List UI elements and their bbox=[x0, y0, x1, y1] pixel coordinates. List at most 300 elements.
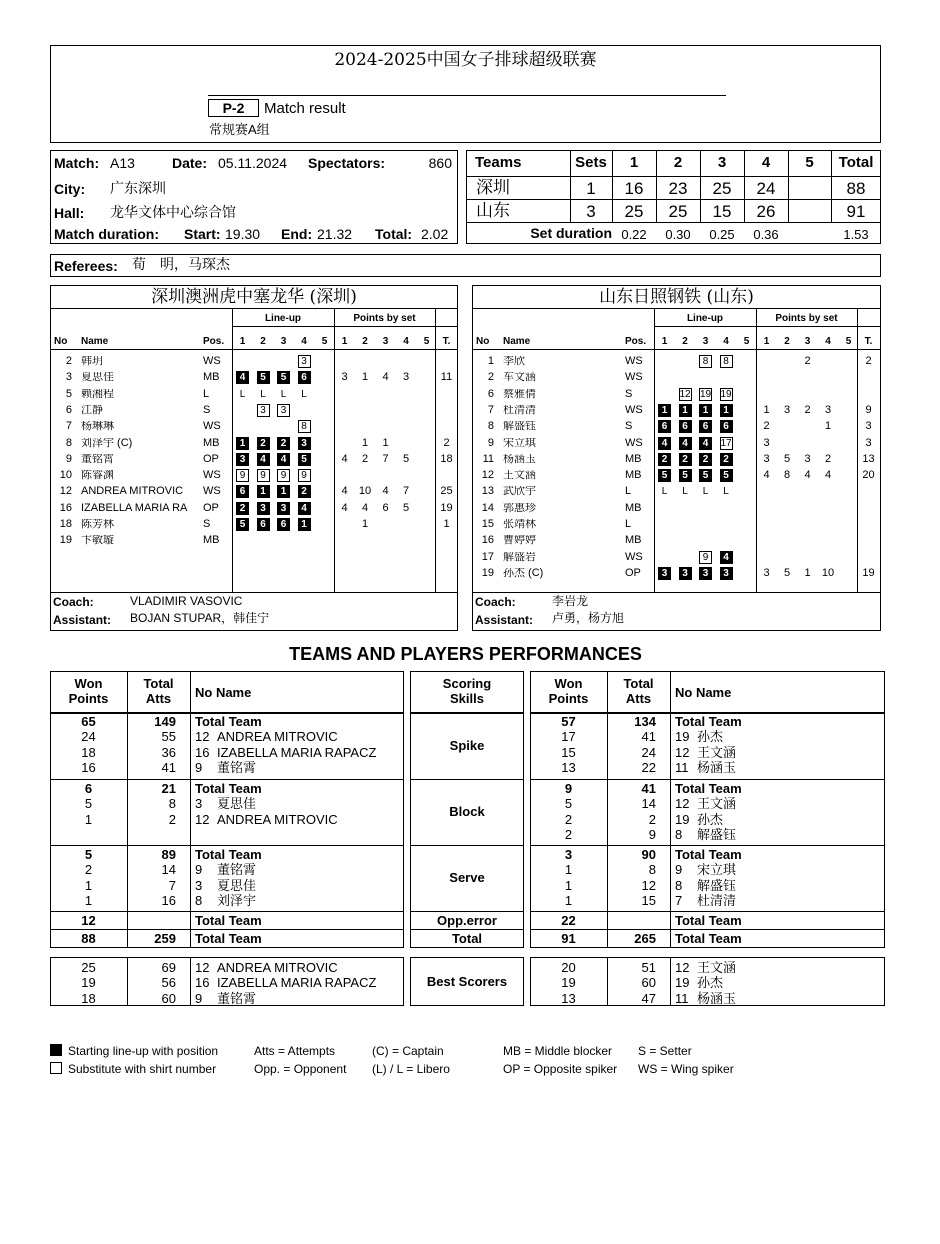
lineup-set-header: 4 bbox=[301, 336, 307, 347]
player-position: L bbox=[625, 518, 632, 530]
no-name-header: No Name bbox=[195, 685, 252, 700]
libero-mark: L bbox=[682, 486, 688, 498]
won-points: 3 bbox=[564, 847, 573, 862]
player-position: MB bbox=[625, 534, 642, 547]
coach-label: Coach: bbox=[53, 595, 94, 609]
score-value: 91 bbox=[846, 202, 866, 221]
perf-row-divider bbox=[50, 929, 404, 930]
substitute-mark: 9 bbox=[298, 469, 311, 482]
total-atts: 15 bbox=[641, 892, 656, 908]
player-name: 解盛钰 bbox=[503, 421, 536, 433]
score-value: 15 bbox=[712, 202, 732, 221]
starting-position-mark: 4 bbox=[277, 453, 290, 466]
won-points: 13 bbox=[561, 759, 576, 775]
no-name-header: No Name bbox=[675, 685, 732, 700]
libero-mark: L bbox=[260, 388, 266, 400]
player-number: 9 bbox=[65, 452, 72, 465]
player-name: ANDREA MITROVIC bbox=[81, 486, 184, 498]
player-number: 9 bbox=[195, 990, 203, 1006]
total-atts: 21 bbox=[161, 781, 176, 796]
player-number: 13 bbox=[481, 485, 494, 498]
set-points: 3 bbox=[341, 371, 348, 384]
set-points: 6 bbox=[382, 501, 389, 514]
starting-position-mark: 1 bbox=[658, 404, 671, 417]
total-team-label: Total Team bbox=[195, 913, 262, 928]
team-name-divider bbox=[50, 308, 458, 309]
libero-mark: L bbox=[702, 486, 709, 498]
player-position: WS bbox=[625, 436, 643, 449]
player-name: 卞敏璇 bbox=[81, 535, 114, 547]
header-divider bbox=[50, 349, 458, 350]
player-name: 杜清清 bbox=[503, 404, 536, 416]
total-atts: 12 bbox=[641, 877, 656, 893]
set-points: 4 bbox=[361, 501, 369, 514]
total-atts: 41 bbox=[641, 781, 656, 796]
player-number: 17 bbox=[481, 550, 494, 563]
player-number: 8 bbox=[675, 877, 683, 893]
player-total: 18 bbox=[440, 452, 453, 465]
starting-position-mark: 6 bbox=[298, 371, 311, 384]
player-position: WS bbox=[625, 550, 643, 563]
starting-position-mark: 2 bbox=[720, 453, 733, 466]
city-label: City: bbox=[54, 181, 86, 197]
player-position: MB bbox=[625, 452, 642, 465]
doc-code: P-2 bbox=[208, 99, 259, 117]
player-number: 3 bbox=[195, 796, 203, 812]
player-number: 2 bbox=[65, 355, 72, 367]
starting-position-mark: 6 bbox=[699, 420, 712, 433]
set-points: 1 bbox=[361, 518, 369, 530]
starting-position-mark: 5 bbox=[277, 371, 290, 384]
player-total: 19 bbox=[440, 501, 453, 514]
player-position: MB bbox=[203, 534, 220, 547]
player-number: 12 bbox=[481, 469, 494, 482]
player-number: 1 bbox=[487, 355, 494, 367]
starting-position-mark: 1 bbox=[257, 485, 270, 498]
substitute-mark: 3 bbox=[277, 404, 290, 417]
player-total: 25 bbox=[440, 485, 453, 498]
set-points: 3 bbox=[763, 452, 770, 465]
starting-position-mark: 2 bbox=[277, 437, 290, 450]
player-total: 20 bbox=[862, 469, 875, 482]
won-points: 15 bbox=[561, 744, 576, 760]
starting-position-mark: 3 bbox=[679, 567, 692, 580]
substitute-mark: 8 bbox=[699, 355, 712, 368]
player-number: 6 bbox=[487, 387, 494, 400]
total-atts: 9 bbox=[648, 826, 656, 842]
set-points: 4 bbox=[341, 501, 348, 514]
set-points: 4 bbox=[382, 371, 389, 384]
total-divider bbox=[857, 308, 858, 592]
player-name: 杨涵玉 bbox=[697, 759, 737, 775]
total-team-label: Total Team bbox=[675, 847, 742, 862]
set-points: 4 bbox=[341, 485, 348, 498]
starting-position-mark: 5 bbox=[298, 453, 311, 466]
starting-position-mark: 6 bbox=[277, 518, 290, 531]
player-number: 14 bbox=[481, 501, 494, 514]
won-points: 13 bbox=[561, 990, 576, 1006]
set-points: 1 bbox=[361, 371, 369, 384]
score-value: 25 bbox=[668, 202, 688, 221]
points-set-header: 5 bbox=[845, 336, 852, 347]
starting-position-mark: 4 bbox=[720, 551, 733, 564]
set-points: 7 bbox=[402, 485, 410, 498]
points-set-header: 3 bbox=[382, 336, 389, 347]
won-points: 1 bbox=[84, 811, 93, 827]
player-name: 夏思佳 bbox=[217, 796, 257, 812]
player-name: 孙杰 bbox=[697, 975, 724, 991]
total-header: Total bbox=[623, 676, 654, 691]
subheader-divider bbox=[654, 326, 880, 327]
referees-label: Referees: bbox=[54, 258, 118, 274]
perf-row-divider bbox=[530, 845, 885, 846]
player-name: 夏思佳 bbox=[81, 372, 114, 384]
name-header: Name bbox=[503, 336, 531, 347]
player-number: 7 bbox=[487, 403, 494, 416]
date-value: 05.11.2024 bbox=[218, 155, 288, 171]
points-set-header: 1 bbox=[341, 336, 348, 347]
set-points: 2 bbox=[361, 452, 369, 465]
set-duration-value: 0.25 bbox=[709, 227, 735, 242]
player-number: 6 bbox=[65, 403, 72, 416]
legend-substitute: Substitute with shirt number bbox=[68, 1062, 217, 1076]
player-name: IZABELLA MARIA RA bbox=[81, 502, 188, 514]
won-points: 1 bbox=[564, 892, 573, 908]
lineup-header: Line-up bbox=[264, 313, 302, 324]
player-name: 杜清清 bbox=[697, 892, 737, 908]
player-total: 3 bbox=[865, 436, 872, 449]
won-points: 22 bbox=[561, 913, 576, 928]
total-divider bbox=[435, 308, 436, 592]
player-position: WS bbox=[625, 355, 643, 367]
player-total: 9 bbox=[865, 403, 872, 416]
player-number: 16 bbox=[481, 534, 494, 547]
score-team-name: 深圳 bbox=[476, 178, 510, 197]
set-points: 4 bbox=[341, 452, 348, 465]
total-atts: 41 bbox=[641, 729, 656, 745]
starting-position-mark: 6 bbox=[236, 485, 249, 498]
lineup-set-header: 1 bbox=[661, 336, 668, 347]
starting-position-mark: 2 bbox=[679, 453, 692, 466]
team-name: 山东日照钢铁 (山东) bbox=[599, 287, 754, 307]
starting-position-mark: 3 bbox=[699, 567, 712, 580]
set-points: 2 bbox=[804, 355, 811, 367]
skill-label: Block bbox=[449, 804, 485, 819]
end-label: End: bbox=[281, 226, 313, 242]
player-number: 11 bbox=[482, 452, 494, 465]
set-points: 3 bbox=[783, 403, 791, 416]
starting-position-mark: 2 bbox=[699, 453, 712, 466]
set-points: 2 bbox=[824, 452, 832, 465]
total-atts: 16 bbox=[161, 892, 176, 908]
player-number: 16 bbox=[59, 501, 72, 514]
player-number: 3 bbox=[195, 877, 203, 893]
won-points: 2 bbox=[84, 862, 93, 878]
perf-row-divider bbox=[50, 779, 404, 780]
player-name: 宋立琪 bbox=[503, 437, 536, 449]
player-number: 9 bbox=[675, 862, 683, 878]
substitute-mark: 8 bbox=[720, 355, 733, 368]
player-position: OP bbox=[625, 566, 641, 579]
city-value: 广东深圳 bbox=[110, 180, 166, 196]
starting-position-mark: 1 bbox=[277, 485, 290, 498]
legend-setter: S = Setter bbox=[638, 1044, 692, 1058]
spectators-value: 860 bbox=[428, 155, 452, 171]
player-name: 解盛钰 bbox=[697, 877, 737, 893]
score-header: 1 bbox=[629, 154, 639, 171]
set-points: 5 bbox=[402, 452, 410, 465]
coach-divider bbox=[50, 592, 458, 593]
won-points: 24 bbox=[81, 729, 96, 745]
score-header: Sets bbox=[575, 154, 607, 171]
won-points: 88 bbox=[81, 931, 96, 946]
total-value: 2.02 bbox=[421, 226, 449, 242]
total-team-label: Total Team bbox=[195, 714, 262, 729]
set-duration-value: 0.30 bbox=[665, 227, 691, 242]
total-atts: 51 bbox=[641, 960, 656, 975]
libero-mark: L bbox=[723, 486, 729, 498]
perf-row-divider bbox=[530, 779, 885, 780]
header-divider bbox=[472, 349, 881, 350]
player-name: 董铭霄 bbox=[217, 759, 257, 775]
substitute-mark: 12 bbox=[679, 388, 691, 400]
total-atts: 41 bbox=[161, 759, 176, 775]
won-points: 5 bbox=[84, 796, 93, 812]
player-number: 19 bbox=[59, 534, 72, 547]
score-header: 2 bbox=[673, 154, 683, 171]
starting-lineup-swatch bbox=[50, 1044, 62, 1056]
player-name: 王文涵 bbox=[503, 470, 536, 482]
player-name: 解盛岩 bbox=[503, 551, 536, 563]
player-number: 19 bbox=[481, 566, 494, 579]
player-total: 19 bbox=[862, 566, 875, 579]
player-number: 8 bbox=[195, 892, 203, 908]
player-name: 韩玥 bbox=[81, 356, 103, 367]
group-label: 常规赛A组 bbox=[209, 122, 270, 137]
total-label: Total: bbox=[375, 226, 413, 242]
lineup-set-header: 2 bbox=[682, 336, 688, 347]
total-atts: 60 bbox=[641, 975, 656, 991]
set-points: 1 bbox=[361, 436, 369, 449]
set-points: 3 bbox=[824, 403, 832, 416]
perf-row-divider bbox=[50, 911, 404, 912]
perf-row-divider bbox=[50, 845, 404, 846]
total-atts: 69 bbox=[161, 960, 176, 975]
total-team-label: Total Team bbox=[675, 781, 742, 796]
player-name: ANDREA MITROVIC bbox=[217, 960, 338, 975]
referees-value: 荀 明，马琛杰 bbox=[132, 256, 230, 272]
player-position: L bbox=[625, 485, 632, 498]
player-number: 8 bbox=[487, 420, 494, 433]
set-points: 1 bbox=[382, 436, 389, 449]
assistant-label: Assistant: bbox=[53, 613, 112, 627]
won-points: 1 bbox=[84, 892, 93, 908]
player-name: 解盛钰 bbox=[697, 826, 737, 842]
starting-position-mark: 6 bbox=[257, 518, 270, 531]
starting-position-mark: 2 bbox=[257, 437, 270, 450]
starting-position-mark: 3 bbox=[658, 567, 671, 580]
lineup-set-header: 5 bbox=[321, 336, 328, 347]
score-header: Teams bbox=[475, 154, 522, 171]
player-name: 陈睿渊 bbox=[81, 470, 114, 482]
total-header: T. bbox=[864, 336, 873, 347]
perf-row-divider bbox=[410, 712, 524, 714]
skill-label: Serve bbox=[449, 870, 485, 885]
assistant-name: 卢勇，杨方旭 bbox=[552, 611, 625, 625]
player-name: IZABELLA MARIA RAPACZ bbox=[217, 744, 377, 760]
player-name: 董铭霄 bbox=[217, 990, 257, 1006]
score-value: 1 bbox=[586, 179, 596, 198]
starting-position-mark: 4 bbox=[699, 437, 712, 450]
won-points: 19 bbox=[561, 975, 576, 991]
player-number: 7 bbox=[65, 420, 72, 433]
total-atts: 2 bbox=[648, 811, 656, 827]
starting-position-mark: 6 bbox=[658, 420, 671, 433]
start-label: Start: bbox=[184, 226, 221, 242]
score-header: 3 bbox=[717, 154, 727, 171]
player-position: S bbox=[203, 518, 211, 530]
total-team-label: Total Team bbox=[195, 781, 262, 796]
skills-header: Scoring bbox=[442, 676, 492, 691]
coach-label: Coach: bbox=[475, 595, 516, 609]
legend-opp: Opp. = Opponent bbox=[254, 1062, 347, 1076]
starting-position-mark: 2 bbox=[298, 485, 311, 498]
total-atts: 22 bbox=[641, 759, 656, 775]
starting-position-mark: 5 bbox=[679, 469, 692, 482]
player-name: 杨涵玉 bbox=[503, 453, 536, 465]
total-team-label: Total Team bbox=[675, 931, 742, 946]
total-atts: 60 bbox=[161, 990, 176, 1006]
starting-position-mark: 4 bbox=[679, 437, 692, 450]
assistant-name: BOJAN STUPAR，韩佳宁 bbox=[130, 611, 270, 625]
start-value: 19.30 bbox=[225, 226, 261, 242]
player-name: 李欣 bbox=[503, 356, 525, 367]
won-points: 25 bbox=[81, 960, 96, 975]
player-name: ANDREA MITROVIC bbox=[217, 729, 338, 745]
skills-header-2: Skills bbox=[450, 691, 484, 706]
total-atts: 36 bbox=[161, 744, 176, 760]
score-value: 16 bbox=[624, 179, 644, 198]
player-position: MB bbox=[203, 436, 220, 449]
player-name: 孙杰 bbox=[697, 729, 724, 745]
player-number: 9 bbox=[195, 759, 203, 775]
set-duration-label: Set duration bbox=[530, 225, 612, 241]
starting-position-mark: 2 bbox=[658, 453, 671, 466]
player-number: 10 bbox=[59, 469, 72, 482]
skill-label: Spike bbox=[449, 737, 485, 753]
total-team-label: Total Team bbox=[195, 931, 262, 946]
player-name: 孙杰 (C) bbox=[503, 567, 544, 579]
won-points: 9 bbox=[564, 781, 573, 796]
won-points: 18 bbox=[81, 744, 96, 760]
set-points: 1 bbox=[824, 420, 832, 433]
libero-mark: L bbox=[661, 486, 668, 498]
player-number: 7 bbox=[675, 892, 683, 908]
won-points: 17 bbox=[561, 729, 576, 745]
starting-position-mark: 5 bbox=[257, 371, 270, 384]
points-set-header: 3 bbox=[804, 336, 811, 347]
perf-row-divider bbox=[410, 911, 524, 912]
player-name: ANDREA MITROVIC bbox=[217, 811, 338, 827]
won-points: 2 bbox=[564, 826, 573, 842]
player-position: WS bbox=[203, 420, 221, 433]
name-header: Name bbox=[81, 336, 109, 347]
player-number: 11 bbox=[675, 990, 689, 1006]
total-header: Total bbox=[143, 676, 174, 691]
perf-row-divider bbox=[410, 845, 524, 846]
starting-position-mark: 1 bbox=[720, 404, 733, 417]
player-position: MB bbox=[203, 371, 220, 384]
total-atts: 47 bbox=[641, 990, 656, 1006]
total-header: T. bbox=[442, 336, 451, 347]
total-atts: 134 bbox=[634, 714, 656, 729]
assistant-label: Assistant: bbox=[475, 613, 534, 627]
starting-position-mark: 3 bbox=[236, 453, 249, 466]
starting-position-mark: 2 bbox=[236, 502, 249, 515]
set-points: 4 bbox=[382, 485, 389, 498]
player-number: 8 bbox=[675, 826, 683, 842]
title-underline bbox=[208, 95, 726, 96]
perf-row-divider bbox=[530, 929, 885, 930]
starting-position-mark: 5 bbox=[720, 469, 733, 482]
starting-position-mark: 1 bbox=[298, 518, 311, 531]
player-number: 16 bbox=[195, 975, 210, 991]
player-number: 9 bbox=[195, 862, 203, 878]
won-points: 6 bbox=[84, 781, 93, 796]
substitute-mark: 9 bbox=[236, 469, 249, 482]
player-name: 赖湘程 bbox=[81, 388, 114, 400]
set-points: 5 bbox=[783, 566, 791, 579]
starting-position-mark: 6 bbox=[720, 420, 733, 433]
coach-name: 李岩龙 bbox=[552, 594, 589, 608]
points-set-header: 2 bbox=[362, 336, 368, 347]
player-position: WS bbox=[203, 469, 221, 482]
substitute-mark: 19 bbox=[720, 388, 732, 400]
player-number: 19 bbox=[675, 975, 690, 991]
substitute-mark: 19 bbox=[700, 388, 712, 400]
legend-atts: Atts = Attempts bbox=[254, 1044, 336, 1058]
total-atts: 8 bbox=[648, 862, 656, 878]
substitute-mark: 3 bbox=[298, 355, 311, 368]
total-atts: 90 bbox=[641, 847, 656, 862]
won-points: 1 bbox=[564, 862, 573, 878]
total-atts: 89 bbox=[161, 847, 176, 862]
total-atts: 24 bbox=[641, 744, 656, 760]
won-points: 91 bbox=[561, 931, 576, 946]
hall-label: Hall: bbox=[54, 205, 85, 221]
player-number: 12 bbox=[675, 796, 690, 812]
set-points: 5 bbox=[402, 501, 410, 514]
points-header: Points bbox=[68, 691, 109, 706]
set-points: 8 bbox=[783, 469, 791, 482]
player-name: 武欣宇 bbox=[503, 486, 536, 498]
total-team-label: Total Team bbox=[675, 913, 742, 928]
lineup-set-header: 1 bbox=[239, 336, 246, 347]
starting-position-mark: 4 bbox=[257, 453, 270, 466]
player-name: 董铭霄 bbox=[81, 453, 114, 465]
score-team-name: 山东 bbox=[476, 201, 510, 220]
set-duration-value: 0.36 bbox=[753, 227, 779, 242]
lineup-divider bbox=[232, 308, 233, 592]
won-header: Won bbox=[554, 676, 583, 691]
player-total: 2 bbox=[865, 355, 872, 367]
set-points: 1 bbox=[763, 403, 770, 416]
player-position: L bbox=[203, 387, 210, 400]
won-points: 1 bbox=[84, 877, 93, 893]
perf-row-divider bbox=[410, 779, 524, 780]
perf-row-divider bbox=[530, 911, 885, 912]
lineup-set-header: 3 bbox=[280, 336, 287, 347]
